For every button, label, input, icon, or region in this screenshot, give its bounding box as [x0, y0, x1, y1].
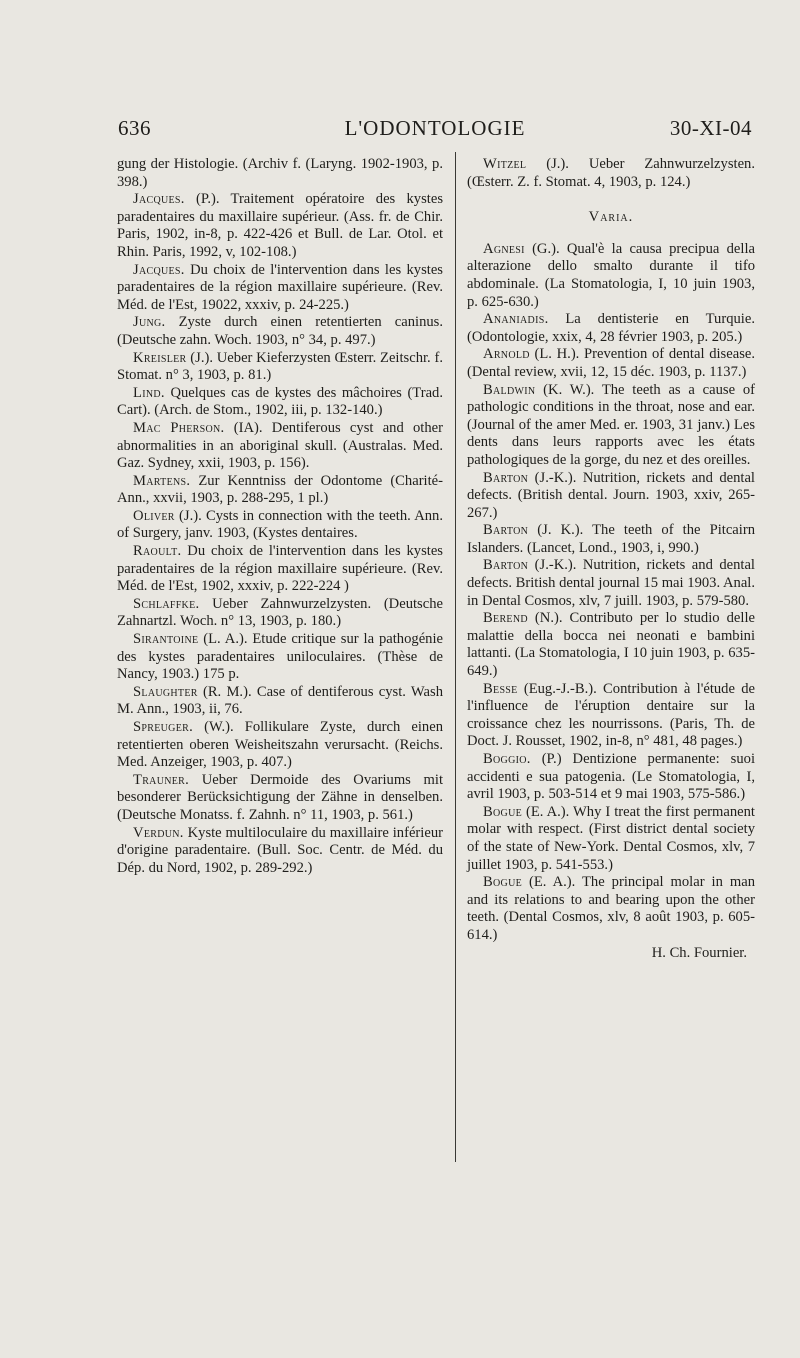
entry-text: (W.). Follikulare Zyste, durch einen retentierten oberen Weisheitszahn verursacht. (Reichs. Med. Anzeiger, 1903, p. 407.)	[117, 719, 443, 771]
entry-author: Slaughter	[133, 683, 198, 700]
entry-text: (E. A.). The principal molar in man and its relations to and bearing upon the other teeth. (Dental Cosmos, xlv, 8 août 1903, p. 605-614.)	[467, 874, 755, 943]
entry-author: Baldwin	[483, 381, 536, 398]
entry-author: Witzel	[483, 156, 527, 172]
bibliography-entry	[117, 684, 443, 719]
bibliography-entry	[117, 350, 443, 385]
column-divider	[455, 152, 456, 1162]
entry-text: (P.). Traitement opératoire des kystes paradentaires du maxillaire supérieur. (Ass. fr. de Chir. Paris, 1902, in-8, p. 422-426 et Bull. de Lar. Otol. et Rhin. Paris, 1992, v, 102-108.)	[117, 191, 443, 260]
journal-title: L'ODONTOLOGIE	[344, 116, 526, 140]
bibliography-entry	[117, 825, 443, 878]
entry-text: Quelques cas de kystes des mâchoires (Trad. Cart). (Arch. de Stom., 1902, iii, p. 132-140.)	[117, 384, 443, 419]
entry-author: Bogue	[483, 803, 523, 820]
bibliography-entry	[117, 262, 443, 315]
entry-author: Verdun.	[133, 824, 184, 841]
bibliography-entry	[467, 346, 755, 381]
entry-author: Berend	[483, 610, 528, 627]
entry-text: (L. H.). Prevention of dental disease. (Dental review, xvii, 12, 15 déc. 1903, p. 1137.)	[467, 346, 755, 380]
entry-author: Spreuger.	[133, 719, 194, 735]
entry-author: Schlaffke.	[133, 595, 200, 612]
entry-text: (J.). Ueber Kieferzysten Œsterr. Zeitschr. f. Stomat. n° 3, 1903, p. 81.)	[117, 349, 443, 384]
bibliography-entry	[117, 719, 443, 772]
page-number: 636	[118, 116, 151, 140]
entry-text: Zyste durch einen retentierten caninus. (Deutsche zahn. Woch. 1903, n° 34, p. 497.)	[117, 314, 443, 348]
bibliography-entry	[467, 311, 755, 346]
bibliography-entry	[467, 470, 755, 523]
entry-author: Oliver	[133, 507, 175, 524]
entry-author: Barton	[483, 522, 529, 539]
bibliography-entry	[467, 751, 755, 804]
entry-author: Besse	[483, 680, 518, 697]
bibliography-entry	[117, 596, 443, 631]
entry-author: Raoult.	[133, 543, 182, 560]
entry-author: Martens.	[133, 472, 191, 489]
entry-text: Zur Kenntniss der Odontome (Charité-Ann., xxvii, 1903, p. 288-295, 1 pl.)	[117, 472, 443, 507]
entry-author: Arnold	[483, 346, 530, 363]
entry-text: La dentisterie en Turquie. (Odontologie, xxix, 4, 28 février 1903, p. 205.)	[467, 311, 755, 345]
bibliography-entry	[117, 420, 443, 473]
running-header	[118, 116, 752, 150]
issue-date: 30-XI-04	[669, 116, 752, 140]
right-column	[467, 156, 755, 962]
bibliography-entry	[117, 508, 443, 543]
entry-author: Bogue	[483, 874, 523, 891]
bibliography-entry	[467, 241, 755, 311]
left-column	[117, 156, 443, 877]
entry-author: Lind.	[133, 384, 165, 401]
entry-author: Boggio.	[483, 751, 531, 767]
entry-author: Mac Pherson.	[133, 419, 225, 436]
bibliography-entry	[467, 557, 755, 610]
bibliography-entry	[467, 874, 755, 944]
bibliography-entry	[467, 382, 755, 470]
entry-author: Sirantoine	[133, 631, 199, 648]
bibliography-entry	[467, 610, 755, 680]
entry-text: (E. A.). Why I treat the first permanent molar with respect. (First district dental society of the state of New-York. Dental Cosmos, xlv, 7 juillet 1903, p. 541-553.)	[467, 803, 755, 873]
entry-text: Ueber Dermoide des Ovariums mit besonderer Berücksichtigung der Zähne in denselben. (Deutsche Monatss. f. Zahnh. n° 11, 1903, p. 561.)	[117, 771, 443, 823]
entry-author: Kreisler	[133, 349, 187, 366]
bibliography-entry	[117, 156, 443, 191]
entry-author: Trauner.	[133, 771, 190, 788]
bibliography-entry	[467, 804, 755, 874]
bibliography-entry	[467, 156, 755, 191]
bibliography-entry	[117, 543, 443, 596]
entry-text: (J.). Ueber Zahnwurzelzysten. (Œsterr. Z. f. Stomat. 4, 1903, p. 124.)	[467, 156, 755, 190]
entry-author: Agnesi	[483, 240, 525, 257]
author-signature: H. Ch. Fournier.	[651, 944, 747, 961]
entry-author: Barton	[483, 557, 529, 574]
bibliography-entry	[117, 191, 443, 261]
bibliography-entry	[117, 772, 443, 825]
entry-text: (Eug.-J.-B.). Contribution à l'étude de l'influence de l'éruption dentaire sur la croissance chez les nourrissons. (Paris, Th. de Doct. J. Rousset, 1902, in-8, n° 481, 48 pages.)	[467, 680, 755, 750]
entry-author: Jung.	[133, 314, 166, 331]
entry-text: (J.-K.). Nutrition, rickets and dental defects. British dental journal 15 mai 1903. Anal. in Dental Cosmos, xlv, 7 juill. 1903, p. 579-580.	[467, 557, 755, 609]
entry-author: Jacques.	[133, 261, 185, 278]
entry-text: (K. W.). The teeth as a cause of pathologic conditions in the throat, nose and ear. (Journal of the amer Med. er. 1903, 31 janv.) Les dents dans leurs rapports avec les états pathologiques de la gorge, du nez et des oreilles.	[467, 381, 755, 468]
entry-text: gung der Histologie. (Archiv f. (Laryng. 1902-1903, p. 398.)	[117, 156, 443, 190]
bibliography-entry	[117, 314, 443, 349]
entry-author: Jacques.	[133, 191, 185, 208]
entry-author: Barton	[483, 469, 529, 486]
entry-text: (J. K.). The teeth of the Pitcairn Islanders. (Lancet, Lond., 1903, i, 990.)	[467, 522, 755, 556]
entry-text: Du choix de l'intervention dans les kystes paradentaires de la région maxillaire supérieure. (Rev. Méd. de l'Est, 1902, xxxiv, p. 222-224 )	[117, 543, 443, 595]
entry-text: (J.). Cysts in connection with the teeth. Ann. of Surgery, janv. 1903, (Kystes dentaires.	[117, 507, 443, 542]
entry-text: (P.) Dentizione permanente: suoi accidenti e sua patogenia. (Le Stomatologia, I, avril 1903, p. 503-514 et 9 mai 1903, 575-586.)	[467, 751, 755, 803]
entry-text: (L. A.). Etude critique sur la pathogénie des kystes paradentaires uniloculaires. (Thèse de Nancy, 1903.) 175 p.	[117, 631, 443, 683]
entry-text: (IA). Dentiferous cyst and other abnormalities in an aboriginal skull. (Australas. Med. Gaz. Sydney, xxii, 1903, p. 156).	[117, 419, 444, 472]
bibliography-entry	[117, 473, 443, 508]
section-heading-varia: Varia.	[588, 209, 634, 226]
bibliography-entry	[117, 631, 443, 684]
entry-text: Du choix de l'intervention dans les kystes paradentaires de la région maxillaire supérieure. (Rev. Méd. de l'Est, 19022, xxxiv, p. 24-225.)	[117, 261, 443, 313]
entry-text: (R. M.). Case of dentiferous cyst. Wash M. Ann., 1903, ii, 76.	[117, 683, 443, 718]
entry-text: (J.-K.). Nutrition, rickets and dental defects. (British dental. Journ. 1903, xxiv, 265-267.)	[467, 469, 755, 521]
bibliography-entry	[117, 385, 443, 420]
bibliography-entry	[467, 522, 755, 557]
entry-text: (N.). Contributo per lo studio delle malattie della bocca nei neonati e bambini lattanti. (La Stomatologia, I 10 juin 1903, p. 635-649.)	[467, 610, 755, 680]
bibliography-entry	[467, 681, 755, 751]
entry-text: Kyste multiloculaire du maxillaire inférieur d'origine paradentaire. (Bull. Soc. Centr. de Méd. du Dép. du Nord, 1902, p. 289-292.)	[117, 824, 443, 876]
entry-text: (G.). Qual'è la causa precipua della alterazione dello smalto durante il tifo abdominale. (La Stomatologia, I, 10 juin 1903, p. 625-630.)	[467, 240, 755, 310]
entry-text: Ueber Zahnwurzelzysten. (Deutsche Zahnartzl. Woch. n° 13, 1903, p. 180.)	[117, 595, 443, 630]
entry-author: Ananiadis.	[483, 311, 549, 328]
